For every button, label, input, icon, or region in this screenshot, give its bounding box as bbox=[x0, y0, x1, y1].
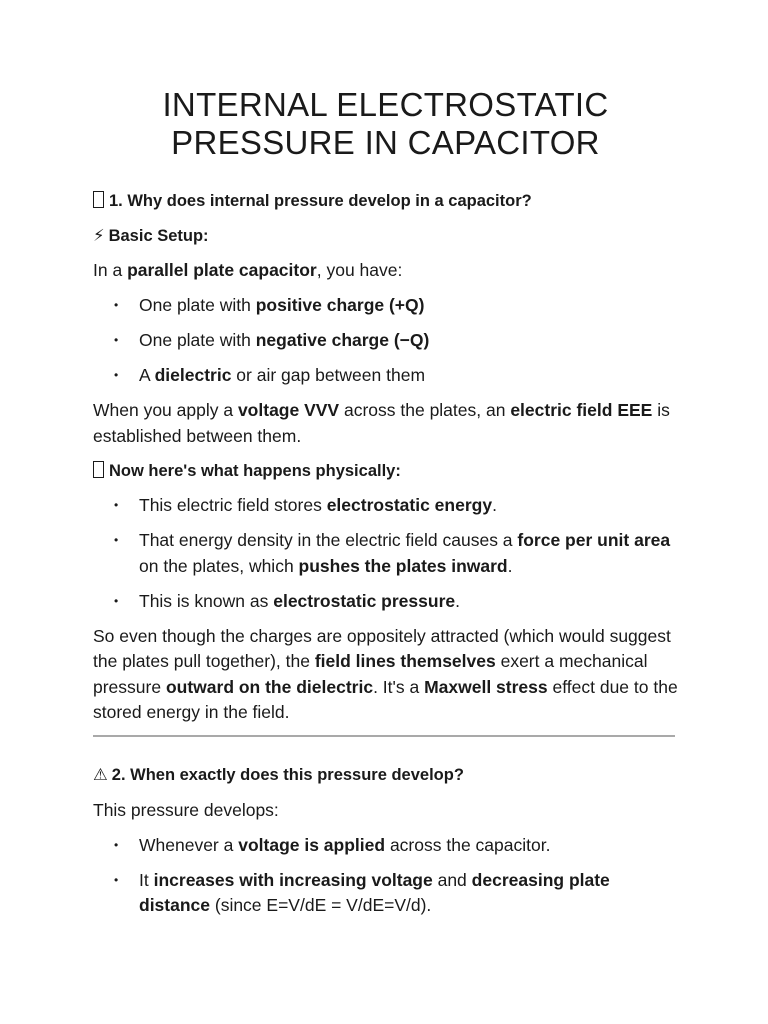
list-item-bold: dielectric bbox=[154, 365, 232, 385]
list-item-text: Whenever a bbox=[139, 834, 239, 855]
missing-glyph-icon bbox=[93, 191, 104, 208]
basic-setup-label: Basic Setup: bbox=[108, 226, 209, 245]
physically-heading-text: Now here's what happens physically: bbox=[109, 461, 401, 480]
list-item-bold: positive charge (+Q) bbox=[255, 295, 425, 315]
list-item-text-end: or air gap between them bbox=[231, 365, 426, 385]
paragraph-bold: electric field EEE bbox=[510, 400, 653, 420]
list-item-bold: pushes the plates inward bbox=[298, 555, 508, 576]
list-item-text: A bbox=[139, 365, 155, 385]
list-item-bold: electrostatic energy bbox=[326, 495, 493, 515]
paragraph-bold: voltage VVV bbox=[237, 400, 340, 420]
section-1-heading-text: 1. Why does internal pressure develop in a capacitor? bbox=[109, 192, 532, 210]
list-item-text: One plate with bbox=[139, 295, 256, 315]
document-page bbox=[93, 86, 678, 928]
paragraph-bold: field lines themselves bbox=[314, 651, 496, 671]
basic-setup-heading bbox=[93, 224, 678, 249]
list-item-text: This is known as bbox=[139, 590, 274, 611]
setup-intro-text: In a bbox=[93, 260, 128, 280]
paragraph-text: . It's a bbox=[373, 676, 425, 697]
list-item-text-end: . bbox=[507, 555, 513, 576]
horizontal-divider bbox=[93, 735, 675, 737]
list-item bbox=[93, 363, 678, 389]
warning-icon: ⚠ bbox=[93, 766, 108, 784]
setup-intro-text-end: , you have: bbox=[316, 260, 403, 280]
list-item-text: and bbox=[432, 869, 472, 890]
summary-paragraph bbox=[93, 624, 678, 726]
list-item-text: on the plates, which bbox=[139, 555, 299, 576]
list-item bbox=[93, 868, 678, 919]
list-item-bold: decreasing plate distance bbox=[139, 869, 610, 915]
list-item-text-end: . bbox=[492, 495, 497, 515]
list-item-text: That energy density in the electric field causes a bbox=[139, 530, 518, 550]
paragraph-text: When you apply a bbox=[93, 400, 238, 420]
section-2-list bbox=[93, 833, 678, 919]
paragraph-text: effect due to the stored energy in the field. bbox=[93, 676, 678, 722]
list-item bbox=[93, 493, 678, 519]
bullet-icon: • bbox=[114, 593, 119, 608]
paragraph-text: exert a mechanical pressure bbox=[93, 651, 648, 697]
list-item-bold: negative charge (−Q) bbox=[255, 330, 430, 350]
list-item-bold: voltage is applied bbox=[238, 834, 386, 855]
section-2-heading bbox=[93, 763, 678, 788]
list-item-text: It bbox=[139, 869, 154, 890]
missing-glyph-icon bbox=[93, 461, 104, 478]
list-item bbox=[93, 833, 678, 859]
bullet-icon: • bbox=[114, 872, 119, 887]
paragraph-bold: outward on the dielectric bbox=[165, 676, 374, 697]
section-2-heading-text: 2. When exactly does this pressure develop? bbox=[111, 766, 464, 784]
list-item-text: This electric field stores bbox=[139, 495, 327, 515]
list-item bbox=[93, 293, 678, 319]
list-item-text-end: . bbox=[455, 590, 460, 611]
voltage-paragraph bbox=[93, 398, 678, 449]
lightning-icon: ⚡ bbox=[93, 226, 105, 245]
physical-list bbox=[93, 493, 678, 614]
paragraph-text: across the plates, an bbox=[339, 400, 511, 420]
list-item-text-end: (since E=V/dE = V/dE=V/d). bbox=[210, 895, 432, 915]
document-title bbox=[93, 86, 678, 162]
bullet-icon: • bbox=[114, 533, 119, 547]
bullet-icon: • bbox=[114, 333, 119, 347]
list-item-bold: electrostatic pressure bbox=[273, 590, 456, 611]
bullet-icon: • bbox=[114, 837, 119, 852]
title-line-2: PRESSURE IN CAPACITOR bbox=[171, 124, 600, 161]
paragraph-text: is established between them. bbox=[93, 400, 670, 446]
list-item bbox=[93, 328, 678, 354]
section-2-intro: This pressure develops: bbox=[93, 799, 279, 820]
setup-intro-paragraph bbox=[93, 258, 678, 284]
bullet-icon: • bbox=[114, 298, 119, 312]
list-item-text-end: across the capacitor. bbox=[385, 834, 551, 855]
physically-heading bbox=[93, 459, 678, 484]
list-item-text: One plate with bbox=[139, 330, 256, 350]
title-line-1: INTERNAL ELECTROSTATIC bbox=[162, 86, 609, 123]
bullet-icon: • bbox=[114, 368, 119, 382]
bullet-icon: • bbox=[114, 498, 119, 512]
list-item-bold: increases with increasing voltage bbox=[153, 869, 433, 890]
paragraph-bold: Maxwell stress bbox=[424, 676, 548, 697]
setup-intro-bold: parallel plate capacitor bbox=[127, 260, 317, 280]
paragraph-text: So even though the charges are oppositely attracted (which would suggest the plates pull together), the bbox=[93, 625, 671, 671]
list-item-bold: force per unit area bbox=[517, 530, 671, 550]
list-item bbox=[93, 528, 678, 579]
list-item bbox=[93, 589, 678, 615]
section-1-heading bbox=[93, 189, 678, 214]
setup-list bbox=[93, 293, 678, 389]
